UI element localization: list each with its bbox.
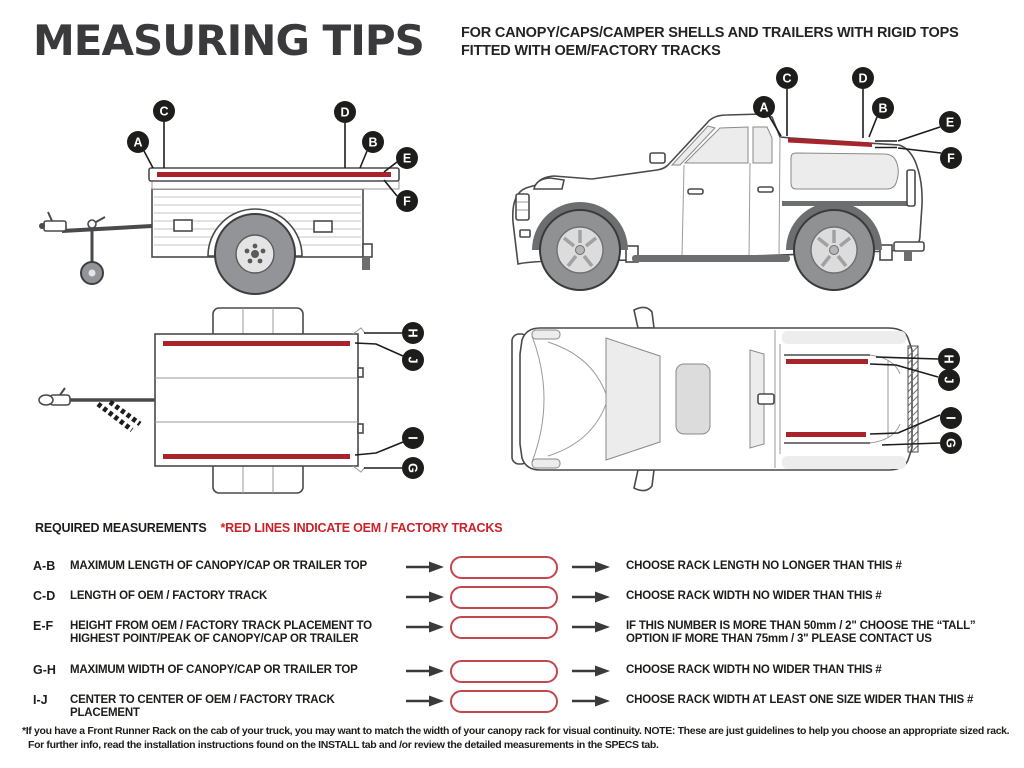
svg-text:B: B [878, 101, 888, 116]
factory-track-line [157, 172, 391, 177]
measurement-result: CHOOSE RACK LENGTH NO LONGER THAN THIS # [626, 560, 902, 572]
factory-track-line [163, 341, 350, 346]
callout-j [355, 343, 424, 371]
callout-i [355, 427, 424, 455]
legend-red-note: *RED LINES INDICATE OEM / FACTORY TRACKS [220, 521, 503, 535]
svg-text:I: I [405, 436, 420, 440]
measurement-code: E-F [33, 619, 54, 633]
svg-text:I: I [943, 416, 958, 420]
arrow-right-icon [572, 556, 610, 573]
svg-text:J: J [941, 376, 956, 384]
callout-e [898, 111, 961, 141]
svg-text:E: E [945, 115, 955, 130]
factory-track-line [786, 432, 866, 437]
callout-a [127, 131, 153, 168]
measurement-result: CHOOSE RACK WIDTH NO WIDER THAN THIS # [626, 590, 882, 602]
measurement-description: LENGTH OF OEM / FACTORY TRACK [70, 590, 268, 602]
trailer-top-diagram [20, 298, 440, 503]
arrow-right-icon [400, 660, 450, 677]
trailer-side-diagram [18, 76, 438, 298]
svg-text:G: G [405, 463, 420, 473]
callout-d [334, 101, 356, 168]
measurements-table [33, 556, 1011, 727]
svg-text:H: H [405, 328, 420, 338]
measurements-legend [35, 521, 502, 535]
measurement-row-ab [33, 556, 1011, 579]
measurement-value-pill [450, 586, 558, 609]
measurement-description: CENTER TO CENTER OF OEM / FACTORY TRACK PLACEMENT [70, 694, 335, 719]
measurement-row-ef [33, 616, 1011, 646]
callout-g [364, 457, 424, 479]
legend-heading: REQUIRED MEASUREMENTS [35, 521, 207, 535]
measurement-row-gh [33, 660, 1011, 683]
svg-text:A: A [133, 135, 143, 150]
factory-track-line [163, 454, 350, 459]
callout-e [384, 147, 418, 172]
measurement-value-pill [450, 690, 558, 713]
arrow-right-icon [572, 660, 610, 677]
svg-text:A: A [759, 100, 769, 115]
factory-track-line [786, 359, 868, 364]
svg-text:J: J [405, 356, 420, 364]
callout-b [869, 97, 894, 137]
svg-text:H: H [941, 354, 956, 364]
arrow-right-icon [572, 616, 610, 633]
measurement-result: CHOOSE RACK WIDTH NO WIDER THAN THIS # [626, 664, 882, 676]
measurement-result: IF THIS NUMBER IS MORE THAN 50mm / 2" CHOOSE THE “TALL” OPTION IF MORE THAN 75mm / 3" PLEASE CONTACT US [626, 620, 976, 645]
truck-side-diagram [492, 58, 1012, 295]
measurement-row-cd [33, 586, 1011, 609]
arrow-right-icon [400, 586, 450, 603]
svg-text:F: F [403, 194, 411, 209]
svg-text:C: C [159, 104, 169, 119]
arrow-right-icon [572, 586, 610, 603]
callout-c [153, 100, 175, 168]
trailer-side-drawing [39, 168, 399, 294]
arrow-right-icon [400, 556, 450, 573]
arrow-right-icon [400, 616, 450, 633]
measurement-row-ij [33, 690, 1011, 720]
measurement-description: MAXIMUM LENGTH OF CANOPY/CAP OR TRAILER TOP [70, 560, 368, 572]
measurement-code: I-J [33, 693, 48, 707]
svg-text:C: C [782, 71, 792, 86]
trailer-top-drawing [39, 308, 365, 493]
measurement-value-pill [450, 556, 558, 579]
callout-d [852, 67, 874, 138]
callout-b [360, 131, 384, 168]
arrow-right-icon [400, 690, 450, 707]
measurement-code: C-D [33, 589, 56, 603]
measurement-description: MAXIMUM WIDTH OF CANOPY/CAP OR TRAILER TOP [70, 664, 358, 676]
measurement-result: CHOOSE RACK WIDTH AT LEAST ONE SIZE WIDER THAN THIS # [626, 694, 974, 706]
callout-c [776, 67, 798, 136]
svg-text:D: D [858, 71, 868, 86]
svg-text:D: D [340, 105, 350, 120]
page-subtitle: FOR CANOPY/CAPS/CAMPER SHELLS AND TRAILERS WITH RIGID TOPS FITTED WITH OEM/FACTORY TRACKS [461, 25, 959, 59]
measurement-description: HEIGHT FROM OEM / FACTORY TRACK PLACEMENT TO HIGHEST POINT/PEAK OF CANOPY/CAP OR TRAILER [70, 620, 372, 645]
svg-text:E: E [402, 151, 412, 166]
measurement-value-pill [450, 660, 558, 683]
callout-h [364, 322, 424, 344]
svg-text:B: B [368, 135, 378, 150]
svg-text:G: G [943, 438, 958, 448]
arrow-right-icon [572, 690, 610, 707]
svg-text:F: F [947, 151, 955, 166]
truck-top-diagram [492, 298, 1012, 518]
truck-top-drawing [512, 307, 918, 490]
measurement-value-pill [450, 616, 558, 639]
page-title: MEASURING TIPS [33, 16, 424, 65]
footnote: *If you have a Front Runner Rack on the cab of your truck, you may want to match the width of your canopy rack for visual continuity. NOTE: These are just guidelines to help you choose an appropriate sized rack. For further info, read the installation instructions found on the INSTALL tab and /or review the detailed measurements in the SPECS tab. [22, 725, 1010, 751]
measurement-code: A-B [33, 559, 56, 573]
measurement-code: G-H [33, 663, 56, 677]
